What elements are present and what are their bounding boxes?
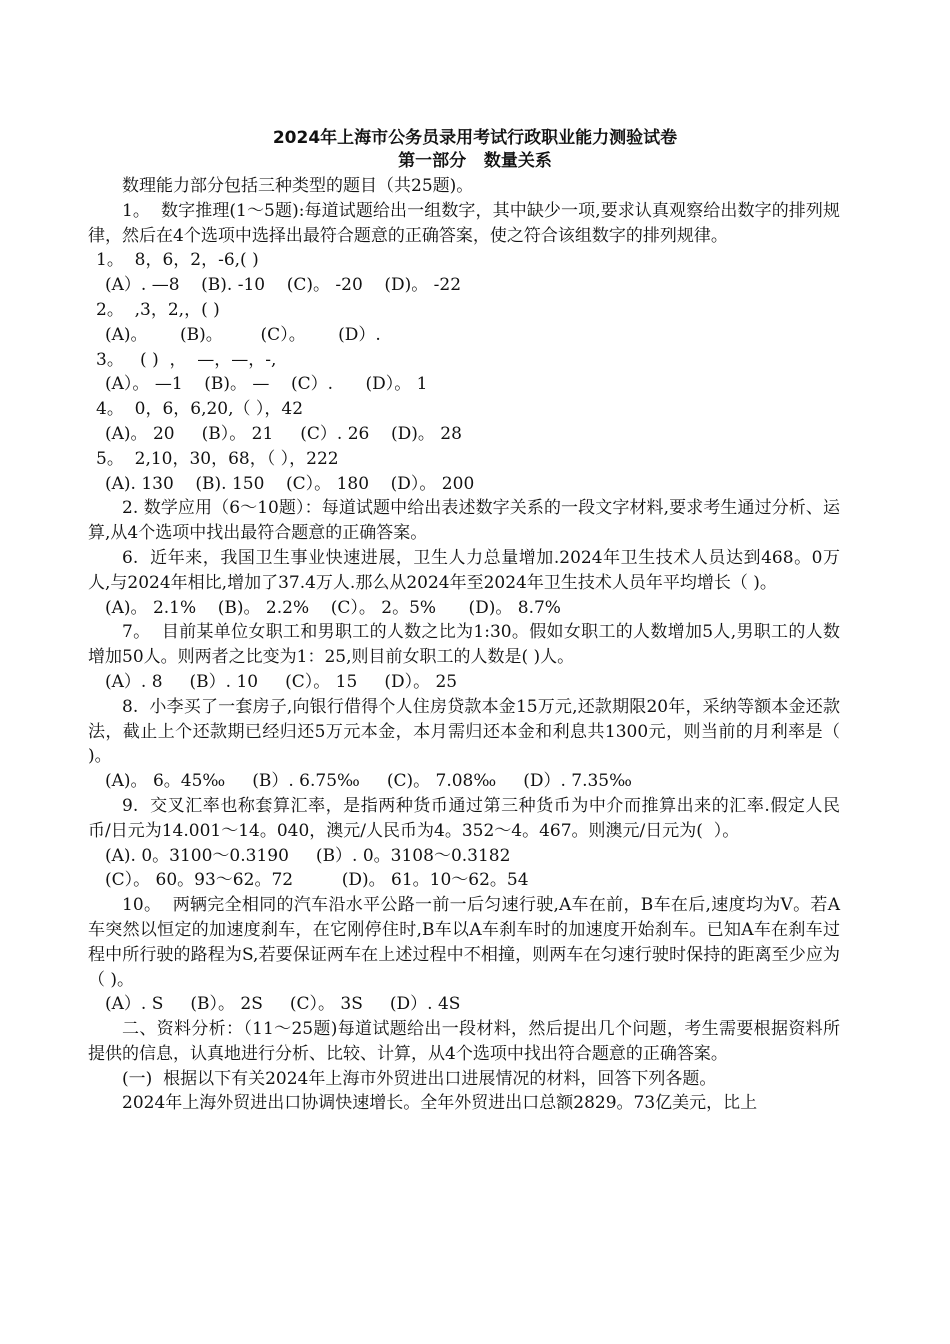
question-7-stem: 7。 目前某单位女职工和男职工的人数之比为1:30。假如女职工的人数增加5人,男职工的人数增加50人。则两者之比变为1：25,则目前女职工的人数是( )人。 (88, 622, 840, 668)
question-5-stem: 5。 2,10，30，68，（ ），222 (96, 448, 339, 469)
page-subtitle: 第一部分 数量关系 (398, 151, 552, 171)
question-6-options: (A)。 2.1% (B)。 2.2% (C）。 2。5% (D)。 8.7% (105, 597, 561, 618)
question-10-options: (A）. S (B）。 2S (C）。 3S (D）. 4S (105, 994, 461, 1015)
question-2-options: (A)。 (B)。 (C）。 (D）. (105, 324, 381, 345)
question-10-stem: 10。 两辆完全相同的汽车沿水平公路一前一后匀速行驶,A车在前，B车在后,速度均为V。若A车突然以恒定的加速度刹车，在它刚停住时,B车以A车刹车时的加速度开始刹车。已知A车在刹车过程中所行驶的路程为S,若要保证两车在上述过程中不相撞，则两车在匀速行驶时保持的距离至少应为（ )。 (88, 895, 840, 990)
question-1-options: (A）. —8 (B). -10 (C)。 -20 (D)。 -22 (105, 275, 462, 296)
question-1-stem: 1。 8，6，2，-6,( ) (96, 250, 259, 271)
question-9-options: (A). 0。3100～0.3190 (B）. 0。3108～0.3182 (105, 845, 511, 866)
question-9-stem: 9. 交叉汇率也称套算汇率，是指两种货币通过第三种货币为中介而推算出来的汇率.假定人民币/日元为14.001～14。040，澳元/人民币为4。352～4。467。则澳元/日元为( ）。 (88, 795, 840, 841)
question-3-stem: 3。 ( ) ， —，—，-, (96, 349, 277, 370)
question-8-stem: 8. 小李买了一套房子,向银行借得个人住房贷款本金15万元,还款期限20年，采纳等额本金还款法，截止上个还款期已经归还5万元本金，本月需归还本金和利息共1300元，则当前的月利率是（ )。 (88, 696, 846, 767)
question-9-options-line2: (C）。 60。93～62。72 (D)。 61。10～62。54 (105, 870, 529, 891)
section3-heading: 二、资料分析：（11～25题)每道试题给出一段材料，然后提出几个问题，考生需要根据资料所提供的信息，认真地进行分析、比较、计算，从4个选项中找出符合题意的正确答案。 (88, 1019, 840, 1064)
question-6-stem: 6. 近年来，我国卫生事业快速进展，卫生人力总量增加.2024年卫生技术人员达到468。0万人,与2024年相比,增加了37.4万人.那么从2024年至2024年卫生技术人员年平均增长（ )。 (88, 547, 840, 593)
section2-heading: 2. 数学应用（6～10题）：每道试题中给出表述数字关系的一段文字材料,要求考生通过分析、运算,从4个选项中找出最符合题意的正确答案。 (88, 498, 840, 544)
question-4-options: (A)。 20 (B）。 21 (C）. 26 (D)。 28 (105, 423, 462, 444)
page-title: 2024年上海市公务员录用考试行政职业能力测验试卷 (272, 128, 678, 148)
question-3-options: (A）。 —1 (B)。 — (C）. (D）。 1 (105, 374, 428, 395)
intro-paragraph: 数理能力部分包括三种类型的题目（共25题)。 (122, 176, 474, 196)
question-4-stem: 4。 0，6，6,20,（ ），42 (96, 399, 304, 420)
section3-part1-heading: (一) 根据以下有关2024年上海市外贸进出口进展情况的材料，回答下列各题。 (122, 1068, 717, 1089)
question-2-stem: 2。 ,3，2,，( ) (96, 299, 220, 320)
section3-part1-text: 2024年上海外贸进出口协调快速增长。全年外贸进出口总额2829。73亿美元，比上 (122, 1093, 758, 1114)
question-5-options: (A). 130 (B). 150 (C）。 180 (D）。 200 (105, 473, 475, 494)
question-8-options: (A)。 6。45‰ (B）. 6.75‰ (C)。 7.08‰ (D）. 7.35‰ (105, 771, 632, 792)
section1-heading: 1。 数字推理(1～5题):每道试题给出一组数字，其中缺少一项,要求认真观察给出数字的排列规律，然后在4个选项中选择出最符合题意的正确答案，使之符合该组数字的排列规律。 (88, 200, 840, 246)
question-7-options: (A）. 8 (B）. 10 (C）。 15 (D）。 25 (105, 671, 458, 692)
